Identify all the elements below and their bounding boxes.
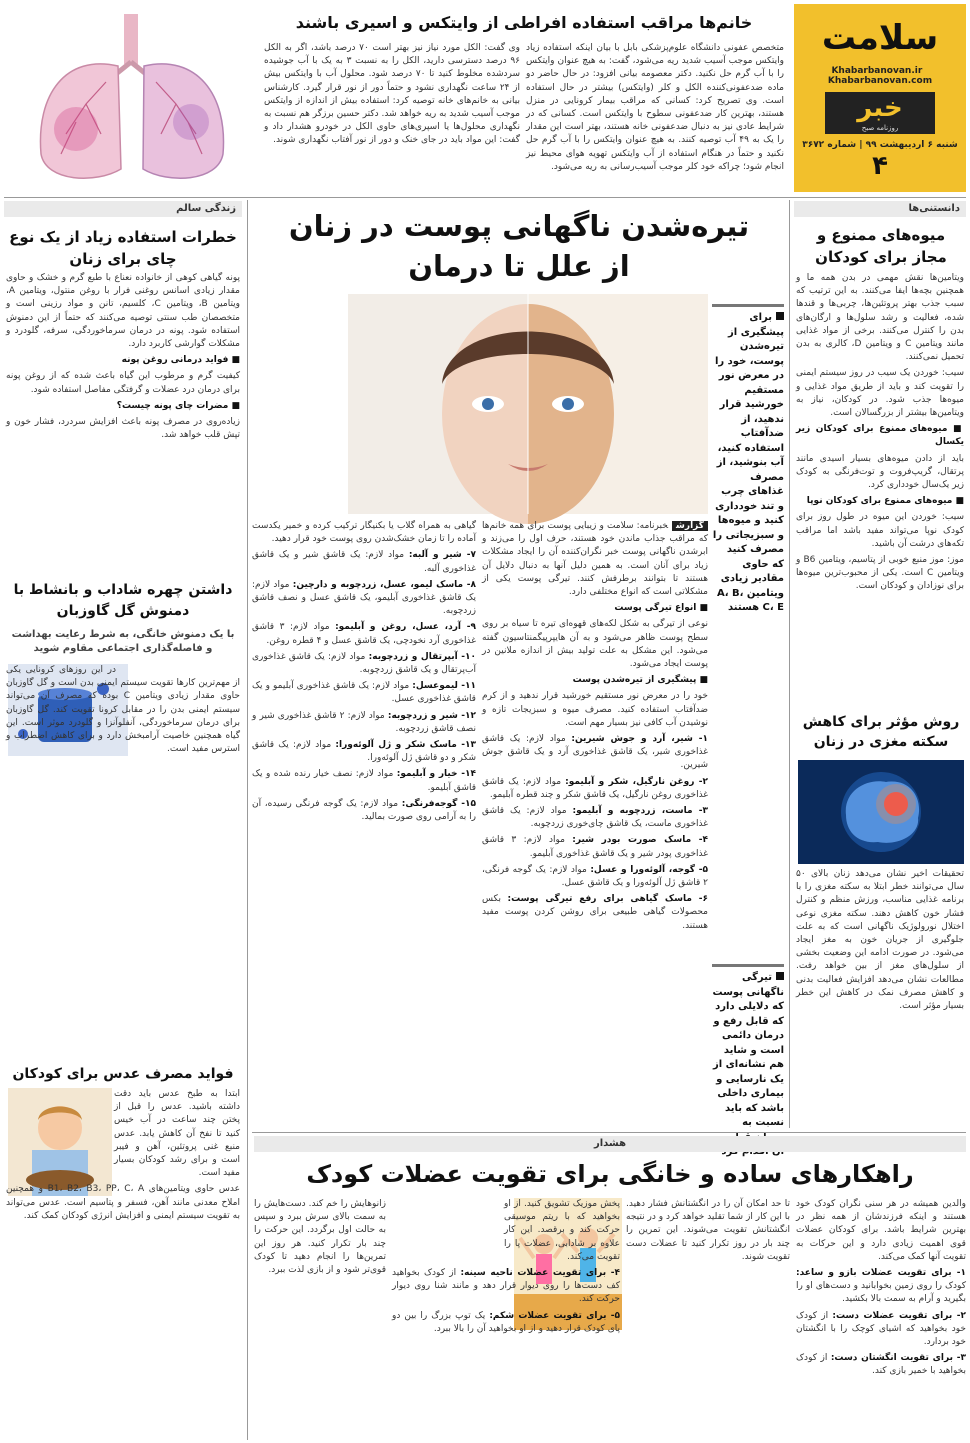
feature-subheading-2: ■ پیشگیری از تیره‌شدن پوست [572, 675, 708, 686]
face-comparison-image [348, 294, 708, 514]
article-title-fruits: میوه‌های ممنوع و مجاز برای کودکان [815, 226, 947, 266]
lentils-paragraph-1: ابتدا به طبخ عدس باید دقت داشته باشید. عدس را قبل از پختن چند ساعت در آب خیس کنید تا نفخ آن کاهش یابد. عدس منبع غنی پروتئین، آهن و فیبر است و برای رشد کودکان بسیار مفید است. [114, 1089, 240, 1179]
fruits-subheading-1: ■ میوه‌های ممنوع برای کودکان زیر یکسال [796, 424, 964, 448]
tea-paragraph-3: زیاده‌روی در مصرف پونه باعث افزایش سردرد، فشار خون و تپش قلب خواهد شد. [6, 417, 240, 441]
article-body-tea [6, 272, 240, 572]
fruits-paragraph-2: سیب: خوردن یک سیب در روز سیستم ایمنی را تقویت کند و باید از طریق مواد غذایی و میوه‌ها جذب شود. در کودکان، نیاز به ویتامین‌ها بیشتر از بزرگسالان است. [796, 368, 964, 419]
tea-subheading-1: ■ فواید درمانی روغن پونه [121, 355, 240, 366]
mask-item: ۳- ماست، زردچوبه و آبلیمو: مواد لازم: یک قاشق غذاخوری ماست، یک قاشق چای‌خوری زردچوبه. [482, 806, 708, 830]
mask-item: ۱۰- آبپرتقال و زردچوبه: مواد لازم: یک قاشق غذاخوری آب‌پرتقال و یک قاشق زردچوبه. [252, 651, 476, 676]
bottom-column-1 [796, 1198, 966, 1440]
feature-title-line2: از علل تا درمان [408, 249, 630, 283]
section-label-healthy-life: زندگی سالم [4, 201, 242, 217]
feature-paragraph-3: خود را در معرض نور مستقیم خورشید قرار ندهید و از کرم ضدآفتاب استفاده کنید. مصرف میوه و سبزیجات تازه و نوشیدن آب کافی نیز بسیار مهم است. [482, 691, 708, 728]
article-body-fruits [796, 272, 964, 694]
mask-item: ۵- گوجه، آلوئه‌ورا و عسل: مواد لازم: یک گوجه فرنگی، ۲ قاشق ژل آلوئه‌ورا و یک قاشق عسل. [482, 864, 708, 889]
fruits-paragraph-4: سیب: خوردن این میوه در طول روز برای کودک نوپا می‌تواند مفید باشد اما مراقب تکه‌های درشت آن باشید. [796, 512, 964, 549]
fruits-subheading-2: ■ میوه‌های ممنوع برای کودکان نوپا [806, 496, 964, 507]
top-story-title: خانم‌ها مراقب استفاده افراطی از وایتکس و اسیری باشند [295, 13, 753, 32]
page-number: ۴ [872, 151, 888, 181]
tea-subheading-2: ■ مضرات چای پونه چیست؟ [116, 400, 240, 411]
bottom-paragraph-3: پخش موزیک تشویق کنید. از او بخواهید که با ریتم موسیقی حرکت کند و برقصد. این کار علاوه بر شادابی، عضلات پا را تقویت می‌کند. [504, 1199, 620, 1262]
tea-paragraph-1: پونه گیاهی کوهی از خانواده نعناع با طبع گرم و خشک و حاوی مقدار زیادی اسانس روغنی فرار با روغن منتول، ویتامین A، ویتامین B، ویتامین C، کلسیم، تانن و مواد رزینی است و متخصصان طب سنتی توصیه می‌کنند که حتماً از این دمنوش استفاده شود. پونه در درمان سرماخوردگی، سرفه، گلودرد و مشکلات گوارشی کاربرد دارد. [6, 273, 241, 350]
mask-item: ۶- ماسک گیاهی برای رفع تیرگی پوست: بکس محصولات گیاهی طبیعی برای روشن کردن پوست مفید هستند. [482, 894, 708, 931]
bottom-subheading-2: ۲- برای تقویت عضلات دست: از کودک خود بخواهید که اشیای کوچک را با انگشتان خود بردارد. [796, 1310, 966, 1348]
bottom-column-3 [392, 1198, 620, 1440]
date-line: شنبه ۶ اردیبهشت ۹۹ | شماره ۳۶۷۲ [802, 140, 958, 150]
mask-item: ۹- آرد، عسل، روغن و آبلیمو: مواد لازم: ۳ قاشق غذاخوری آرد نخودچی، یک قاشق عسل و ۴ قطره روغن. [252, 622, 476, 646]
logo [825, 92, 935, 134]
mask-item: ۱۳- ماسک شکر و ژل آلوئه‌ورا: مواد لازم: یک قاشق شکر و دو قاشق ژل آلوئه‌ورا. [252, 740, 477, 764]
feature-column-a [482, 520, 708, 1130]
pull-quote-prevention: برای پیشگیری از تیره‌شدن پوست، خود را در معرض نور مستقیم خورشید قرار ندهید، از ضدآفتاب استفاده کنید، آب بنوشید، از مصرف غذاهای چرب و تند خودداری کنید و میوه‌ها و سبزیجاتی را مصرف کنید که حاوی مقادیر زیادی ویتامین A، B، C، E هستند [712, 304, 784, 554]
mask-item: ۱۵- گوجه‌فرنگی: مواد لازم: یک گوجه فرنگی رسیده، آن را به آرامی روی صورت بمالید. [252, 798, 476, 823]
bottom-paragraph-1: والدین همیشه در هر سنی نگران کودک خود هستند و اینکه فرزندشان از همه نظر در بهترین شرایط باشد. برای کودکان عضلات قوی اهمیت زیادی دارد و این حرکات به تقویت آنها کمک می‌کند. [796, 1199, 966, 1262]
feature-byline: گزارش [672, 521, 708, 531]
article-body-stroke: تحقیقات اخیر نشان می‌دهد زنان بالای ۵۰ سال می‌توانند خطر ابتلا به سکته مغزی را با برنامه غذایی مناسب، ورزش منظم و کنترل فشار خون کاهش دهند. سکته مغزی نوعی اختلال نورولوژیک ناگهانی است که به علت جلوگیری از جریان خون به مغز ایجاد می‌شود. در صورت ادامه این وضعیت بخشی از سلول‌های مغز از بین خواهد رفت. مطالعات نشان می‌دهد افزایش فعالیت بدنی و کاهش مصرف نمک در کاهش این خطر بسیار مؤثر است. [796, 869, 964, 1012]
site-links [794, 66, 966, 86]
article-title-lentils: فواید مصرف عدس برای کودکان [12, 1066, 234, 1082]
top-story-col-right: متخصص عفونی دانشگاه علوم‌پزشکی بابل با بیان اینکه استفاده زیاد وایتکس موجب آسیب شدید ریه می‌شود، گفت: به هیچ عنوان وایتکس را با آب گرم حل نکنید. دکتر معصومه بیانی افزود: در حال حاضر دو ماده ضدعفونی‌کننده الکل و کلر (وایتکس) بیشتر در حال استفاده است. وی تصریح کرد: کسانی که مراقب بیمار کرونایی در منزل هستند، بهترین کار ضدعفونی سطوح با وایتکس است. کسانی که در شرایط عادی نیز به دنبال ضدعفونی خانه هستند، بهتر است این مقدار را یک به ۴۹ آب توصیه کنند. به هیچ عنوان وایتکس را با آب گرم حل نکنید و حتماً در هنگام استفاده از آب وایتکس تهویه هوای محیط نیز انجام شود؛ چراکه خود کلر موجب آسیب‌رسانی به ریه می‌شود. [526, 43, 784, 172]
mask-list-a [482, 733, 708, 933]
article-body-borage: در این روزهای کرونایی یکی از مهم‌ترین کارها تقویت سیستم ایمنی بدن است و گل گاوزبان حاوی مقدار زیادی ویتامین C بوده که مصرف آن می‌تواند سیستم ایمنی بدن را در مقابل کرونا تقویت کند. گل گاوزبان برای درمان سرماخوردگی، آنفلوآنزا و گلودرد موثر است. این گیاه همچنین خاصیت آرامبخش دارد و برای کاهش اضطراب و استرس مفید است. [6, 665, 240, 755]
mask-item: ۸- ماسک لیمو، عسل، زردچوبه و دارچین: مواد لازم: یک قاشق غذاخوری آبلیمو، یک قاشق عسل و نصف قاشق زردچوبه. [252, 579, 476, 617]
lungs-illustration [6, 4, 258, 192]
mask-item: ۲- روغن نارگیل، شکر و آبلیمو: مواد لازم: یک قاشق غذاخوری روغن نارگیل، یک قاشق شکر و چند قطره آبلیمو. [482, 776, 708, 800]
article-subtitle-borage: با یک دمنوش خانگی، به شرط رعایت بهداشت و فاصله‌گذاری اجتماعی مقاوم شوید [11, 629, 235, 654]
article-title-stroke: روش مؤثر برای کاهش سکته مغزی در زنان [802, 714, 960, 750]
mask-item: ۱۲- شیر و زردچوبه: مواد لازم: ۲ قاشق غذاخوری شیر و نصف قاشق زردچوبه. [252, 710, 476, 734]
mask-item: ۷- شیر و آلبه: مواد لازم: یک قاشق شیر و یک قاشق غذاخوری آلبه. [252, 550, 476, 574]
mask-item: ۱۴- خیار و آبلیمو: مواد لازم: نصف خیار رنده شده و یک قاشق آبلیمو. [252, 769, 476, 793]
fruits-paragraph-1: ویتامین‌ها نقش مهمی در بدن همه ما و همچنین بچه‌ها ایفا می‌کنند. به این ترتیب که سبب جذب بهتر پروتئین‌ها، چربی‌ها و قندها شده، فعالیت و رشد سلول‌ها و ارگان‌های بدن را کنترل می‌کنند. برخی از مواد غذایی مانند ویتامین C و ویتامین D، کالری به بدن تحمیل نمی‌کنند. [796, 273, 964, 363]
logo-text: خبر [857, 93, 903, 123]
site-link-com: Khabarbanovan.com [827, 76, 933, 86]
feature-paragraph-b: گیاهی به همراه گلاب یا بکنیگار ترکیب کرده و خمیر یکدست آماده را تا زمان خشک‌شدن روی پوست خود قرار دهید. [252, 521, 476, 545]
top-story-col-left: وی گفت: الکل مورد نیاز نیز بهتر است ۷۰ درصد باشد، اگر به الکل ۹۶ درصد دسترسی دارید، الکل را به نسبت ۳ به یک با آب جوشیده سردشده مخلوط کنید تا ۷۰ درصد شود. محلول آب با وایتکس بیش از ۲۴ ساعت نگهداری نشود و حتماً دور از نور قرار گیرد. کارشناس بیانی به خانم‌های خانه توصیه کرد: استفاده بیش از اندازه از وایتکس موجب آسیب شدید به ریه خواهد شد. دکتر حسین برزگر هم نسبت به نگهداری محلول‌ها یا اسپری‌های حاوی الکل در خودرو هشدار داد و گفت: این مواد باید در جای خنک و دور از نور آفتاب نگهداری شوند. [264, 43, 521, 146]
mask-item: ۱۱- لیموعسل: مواد لازم: یک قاشق غذاخوری آبلیمو و یک قاشق غذاخوری عسل. [252, 681, 476, 705]
feature-paragraph-2: نوعی از تیرگی به شکل لکه‌های قهوه‌ای تیره تا سیاه بر روی سطح پوست ظاهر می‌شود و به آن هایپرپیگمنتاسیون گفته می‌شود. این مشکل به علت تولید بیش از اندازه ملانین در پوست ایجاد می‌شود. [482, 619, 708, 670]
article-title-borage: داشتن چهره شاداب و بانشاط با دمنوش گل گاوزبان [13, 582, 233, 619]
bottom-subheading-1: ۱- برای تقویت عضلات بازو و ساعد: کودک را روی زمین بخوابانید و دست‌های او را بگیرید و آرام به سمت بالا بکشید. [796, 1268, 966, 1305]
bottom-article-title: راهکارهای ساده و خانگی برای تقویت عضلات کودک [306, 1160, 914, 1188]
section-label-knowledge: دانستنی‌ها [794, 201, 966, 217]
logo-subtitle: روزنامه صبح [861, 124, 899, 132]
article-body-lentils [6, 1088, 240, 1438]
section-title: سلامت [821, 18, 939, 58]
fruits-paragraph-3: باید از دادن میوه‌های بسیار اسیدی مانند پرتقال، گریپ‌فروت و توت‌فرنگی به کودک زیر یک‌سال خودداری کرد. [796, 453, 964, 491]
pull-quote-causes: تیرگی ناگهانی پوست که دلایلی دارد که قابل رفع و درمان دائمی است و شاید هم نشانه‌ای از یک نارسایی و بیماری داخلی باشد که باید نسبت به [712, 964, 784, 1134]
site-link-ir: Khabarbanovan.ir [831, 66, 923, 76]
bottom-column-2: تا حد امکان آن را در انگشتانش فشار دهید. با این کار از شما تقلید خواهد کرد و در نتیجه انگشتانش تقویت می‌شوند. این تمرین را چند بار در روز تکرار کنید تا عضلات دست تقویت شوند. [626, 1199, 790, 1262]
section-label-warning: هشدار [254, 1136, 966, 1152]
bottom-subheading-5: ۵- برای تقویت عضلات شکم: یک توپ بزرگ را بین دو پای کودک قرار دهید و از او بخواهید آن را بالا ببرد. [392, 1310, 620, 1334]
brain-image [798, 760, 964, 864]
feature-title [252, 206, 786, 286]
bottom-subheading-4: ۴- برای تقویت عضلات ناحیه سینه: از کودک بخواهید کف دست‌ها را روی دیوار قرار دهد و مانند شنا روی دیوار حرکت کند. [392, 1268, 620, 1305]
fruits-paragraph-5: موز: موز منبع خوبی از پتاسیم، ویتامین B6 و ویتامین C است. یکی از محبوب‌ترین میوه‌ها برای نوزادان و کودکان است. [796, 555, 964, 592]
bottom-subheading-3: ۳- برای تقویت انگشتان دست: از کودک بخواهید با خمیر بازی کند. [796, 1353, 966, 1377]
bottom-column-4: زانوهایش را خم کند. دست‌هایش را به سمت بالای سرش ببرد و سپس به حالت اول برگردد. این حرکت را چند بار تکرار کنید. هر روز این تمرین‌ها را انجام دهید تا کودک قوی‌تر شود و از بازی لذت ببرد. [254, 1199, 386, 1276]
feature-subheading-1: ■ انواع تیرگی پوست [614, 603, 708, 614]
feature-byline-paragraph: گزارشخبرنامه: سلامت و زیبایی پوست برای همه خانم‌ها که مراقب جذاب ماندن خود هستند، حرف اول را می‌زند و ابرشدن ناگهانی پوست خبر نگران‌کننده آن را ایجاد مشکلات زیاد برای آنان است. به همین دلیل آنها به دنبال دلایل آن هستند تا بتوانند برطرفش کنند. تیرگی پوست یکی از مشکلاتی است که انواع مختلفی دارد. [482, 521, 708, 598]
lentils-paragraph-2: عدس حاوی ویتامین‌های B1، B2، B3، PP، C، A و همچنین املاح معدنی مانند آهن، فسفر و پتاسیم است. عدس می‌تواند به تقویت سیستم ایمنی و افزایش انرژی کودکان کمک کند. [6, 1184, 241, 1221]
feature-title-line1: تیره‌شدن ناگهانی پوست در زنان [288, 209, 750, 243]
mask-item: ۴- ماسک صورت بودر شیر: مواد لازم: ۳ قاشق غذاخوری پودر شیر و یک قاشق غذاخوری آبلیمو. [482, 835, 708, 859]
feature-column-b [252, 520, 476, 1130]
tea-paragraph-2: کیفیت گرم و مرطوب این گیاه باعث شده که از روغن پونه برای درمان درد عضلات و گرفتگی مفاصل استفاده شود. [6, 371, 240, 395]
mask-item: ۱- شیر، آرد و جوش شیرین: مواد لازم: یک قاشق غذاخوری شیر، یک قاشق غذاخوری آرد و یک قاشق جوش شیرین. [482, 734, 708, 771]
article-title-tea: خطرات استفاده زیاد از یک نوع چای برای زنان [9, 228, 237, 268]
masthead [794, 4, 966, 192]
